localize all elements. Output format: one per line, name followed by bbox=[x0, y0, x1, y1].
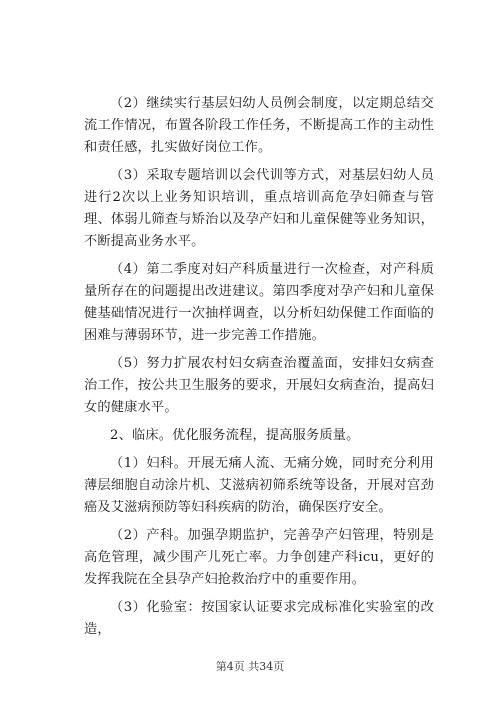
paragraph-laboratory: （3）化验室：按国家认证要求完成标准化实验室的改造， bbox=[84, 600, 434, 637]
page-number-footer: 第4页 共34页 bbox=[215, 660, 285, 673]
paragraph-obstetrics: （2）产科。加强孕期监护，完善孕产妇管理，特别是高危管理，减少围产儿死亡率。力争创建产科icu，更好的发挥我院在全县孕产妇抢救治疗中的重要作用。 bbox=[84, 528, 434, 587]
paragraph-womens-disease: （5）努力扩展农村妇女病查治覆盖面，安排妇女病查治工作，按公共卫生服务的要求，开展妇女病查治，提高妇女的健康水平。 bbox=[84, 356, 434, 415]
paragraph-gynecology: （1）妇科。开展无痛人流、无痛分娩，同时充分利用薄层细胞自动涂片机、艾滋病初筛系统等设备，开展对宫劲癌及艾滋病预防等妇科疾病的防治，确保医疗安全。 bbox=[84, 456, 434, 515]
paragraph-work-meeting: （2）继续实行基层妇幼人员例会制度，以定期总结交流工作情况，布置各阶段工作任务，不断提高工作的主动性和责任感，扎实做好岗位工作。 bbox=[84, 96, 434, 155]
paragraph-quality-check: （4）第二季度对妇产科质量进行一次检查，对产科质量所存在的问题提出改进建议。第四季度对孕产妇和儿童保健基础情况进行一次抽样调查，以分析妇幼保健工作面临的困难与薄弱环节，进一步完善工作措施。 bbox=[84, 262, 434, 343]
paragraph-training: （3）采取专题培训以会代训等方式，对基层妇幼人员进行2次以上业务知识培训，重点培训高危孕妇筛查与管理、体弱儿筛查与矫治以及孕产妇和儿童保健等业务知识，不断提高业务水平。 bbox=[84, 168, 434, 249]
document-body bbox=[84, 93, 434, 647]
section-heading-clinical: 2、临床。优化服务流程，提高服务质量。 bbox=[110, 428, 360, 443]
